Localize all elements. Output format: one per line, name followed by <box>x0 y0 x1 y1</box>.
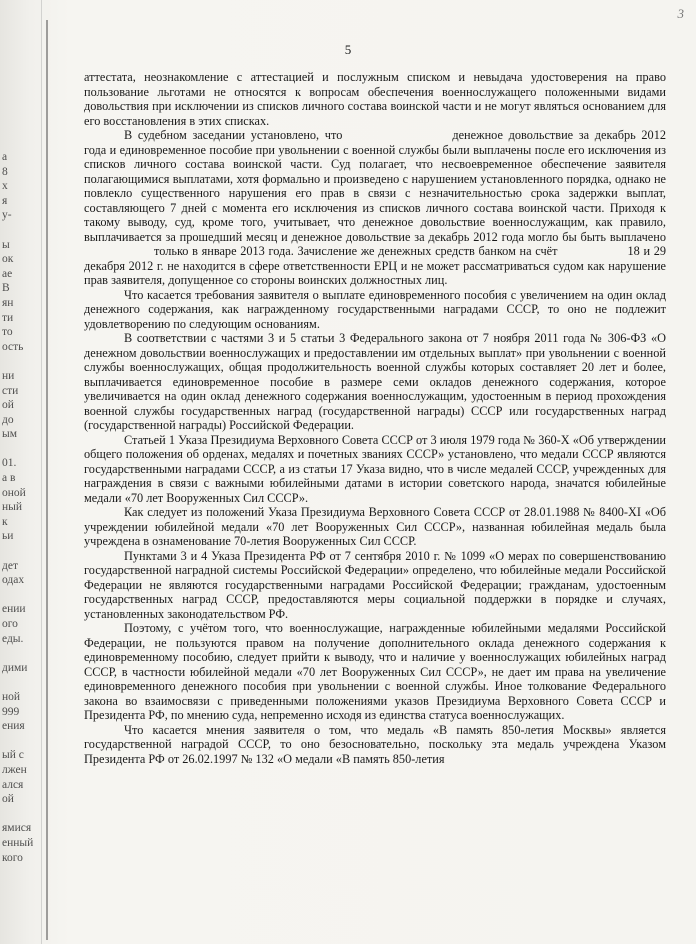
bleed-fragment <box>2 588 42 603</box>
bleed-fragment <box>2 223 42 238</box>
bleed-fragment: я <box>2 194 8 207</box>
paragraph: Статьей 1 Указа Президиума Верховного Совета СССР от 3 июля 1979 года № 360-Х «Об утверждении общего положения об орденах, медалях и почетных званиях СССР» установлено, что медали СССР являются государственными наградами СССР, а из статьи 17 Указа видно, что в числе медалей СССР, учрежденных для награждения в связи с важными юбилейными датами в истории советского народа, значатся юбилейные медали «70 лет Вооруженных Сил СССР». <box>84 432 666 505</box>
bleed-fragment <box>2 442 42 457</box>
bleed-fragment: ян <box>2 296 14 309</box>
paragraph: Что касается мнения заявителя о том, что медаль «В память 850-летия Москвы» является государственной наградой СССР, то оно безосновательно, поскольку эта медаль учреждена Указом Президента РФ от 26.02.1997 № 132 «О медали «В память 850-летия <box>84 722 666 766</box>
bleed-fragment <box>2 734 42 749</box>
bleed-fragment: у- <box>2 209 12 222</box>
paragraph-text: только в январе 2013 года. Зачисление же денежных средств банком на счёт <box>154 244 558 258</box>
bleed-fragment <box>2 354 42 369</box>
bleed-fragment: ни <box>2 369 15 382</box>
paragraph: Что касается требования заявителя о выплате единовременного пособия с увеличением на один оклад денежного содержания, как награжденному государственными наградами СССР, то оно не подлежит удовлетворению по следующим основаниям. <box>84 287 666 331</box>
paragraph: Как следует из положений Указа Президиума Верховного Совета СССР от 28.01.1988 № 8400-XI «Об учреждении юбилейной медали «70 лет Вооруженных Сил СССР», названная юбилейная медаль была учреждена в ознаменование 70-летия Вооруженных Сил СССР. <box>84 505 666 548</box>
bleed-fragment: ы <box>2 238 10 251</box>
paragraph: Пунктами 3 и 4 Указа Президента РФ от 7 сентября 2010 г. № 1099 «О мерах по совершенствованию государственной наградной системы Российской Федерации» определено, что юбилейные медали Российской Федерации не являются государственными наградами Российской Федерации; гражданам, удостоенным государственных наград СССР, предоставляются меры социальной поддержки в порядке и случаях, установленных законодательством РФ. <box>84 548 666 621</box>
previous-page-bleed-text <box>2 150 42 865</box>
bleed-fragment: ae <box>2 267 13 280</box>
bleed-fragment: 8 <box>2 165 8 178</box>
bleed-fragment: енный <box>2 836 34 849</box>
paragraph-text: 18 и 29 декабря 2012 г. не находится в сфере ответственности ЕРЦ и не может рассматриваться судом как нарушение прав заявителя, допущенное со стороны воинских должностных лиц. <box>84 244 666 287</box>
paragraph-text: денежное довольствие за декабрь 2012 года и единовременное пособие при увольнении с военной службы были выплачены после его исключения из списков личного состава воинской части. Суд полагает, что несвоевременное обеспечение заявителя полагающимися выплатами, хотя формально и произведено с нарушением установленного порядка, однако не повлекло существенного нарушения его прав в связи с незначительностью срока задержки выплат, составляющего 7 дней с момента его исключения из списков личного состава воинской части. Приходя к такому выводу, суд, кроме того, учитывает, что денежное довольствие военнослужащим, как правило, выплачивается за прошедший месяц и денежное довольствие за декабрь 2012 года могло бы быть выплачено <box>84 128 666 244</box>
bleed-fragment: а в <box>2 472 16 485</box>
bleed-fragment <box>2 675 42 690</box>
document-body <box>84 70 666 766</box>
paragraph: Поэтому, с учётом того, что военнослужащие, награжденные юбилейными медалями Российской Федерации, не пользуются правом на получение дополнительного оклада денежного содержания к единовременному пособию, следует прийти к выводу, что и наличие у военнослужащих юбилейных наград СССР, в частности юбилейной медали «70 лет Вооруженных Сил СССР», не дает им права на увеличение единовременного денежного пособия при увольнении с военной службы. Иное толкование Федерального закона во взаимосвязи с приведенными положениями указов Президиума Верховного Совета СССР и Президента РФ, по мнению суда, непременно исходя из единства статуса военнослужащих. <box>84 621 666 722</box>
bleed-fragment: до <box>2 413 14 426</box>
bleed-fragment: ной <box>2 690 21 703</box>
bleed-fragment: ения <box>2 720 25 733</box>
bleed-fragment: ого <box>2 618 18 630</box>
bleed-fragment: ой <box>2 793 14 806</box>
bleed-fragment: еды. <box>2 632 24 645</box>
bleed-fragment: лжен <box>2 763 27 776</box>
bleed-fragment: одах <box>2 574 25 587</box>
paragraph: аттестата, неознакомление с аттестацией и послужным списком и невыдача удостоверения на право пользование льготами не относятся к вопросам обеспечения военнослужащего положенными видами довольствия при исключении из списков личного состава воинской части и не могут являться основанием для его восстановления в этих списках. <box>84 70 666 128</box>
bleed-fragment: ный <box>2 501 23 514</box>
bleed-fragment: В <box>2 282 10 295</box>
bleed-fragment: ый с <box>2 749 24 762</box>
bleed-fragment: ьи <box>2 530 14 543</box>
bleed-fragment: х <box>2 180 8 193</box>
bleed-fragment: ении <box>2 603 26 616</box>
bleed-fragment: ость <box>2 340 24 353</box>
paragraph-text: В судебном заседании установлено, что <box>124 128 343 142</box>
bleed-fragment: ок <box>2 253 14 266</box>
bleed-fragment: ти <box>2 311 14 324</box>
page-number: 5 <box>344 42 352 57</box>
bleed-fragment: ался <box>2 778 24 791</box>
paragraph <box>84 128 666 288</box>
bleed-fragment: то <box>2 326 13 339</box>
bleed-fragment: ой <box>2 399 14 412</box>
bleed-fragment: ямися <box>2 822 32 835</box>
paragraph: В соответствии с частями 3 и 5 статьи 3 Федерального закона от 7 ноября 2011 года № 306-ФЗ «О денежном довольствии военнослужащих и предоставлении им отдельных выплат» при увольнении с военной службы военнослужащих, общая продолжительность военной службы которых составляет 20 лет и более, выплачивается единовременное пособие в размере семи окладов денежного содержания, которое увеличивается на один оклад денежного содержания военнослужащим, удостоенным в период прохождения военной службы государственных наград (государственной награды) СССР или государственных наград (государственной награды) Российской Федерации. <box>84 331 666 432</box>
bleed-fragment: оной <box>2 486 26 499</box>
bleed-fragment <box>2 544 42 559</box>
bleed-fragment: а <box>2 151 8 163</box>
bleed-fragment <box>2 807 42 822</box>
corner-page-mark: 3 <box>677 6 684 21</box>
bleed-fragment: кого <box>2 851 23 864</box>
bleed-fragment: ым <box>2 428 18 441</box>
bleed-fragment: дими <box>2 661 28 674</box>
bleed-fragment: к <box>2 515 8 528</box>
page-fold-line <box>46 20 48 940</box>
bleed-fragment: сти <box>2 384 19 397</box>
bleed-fragment: 999 <box>2 705 20 718</box>
bleed-fragment: дет <box>2 559 18 572</box>
bleed-fragment: 01. <box>2 457 17 470</box>
bleed-fragment <box>2 646 42 661</box>
